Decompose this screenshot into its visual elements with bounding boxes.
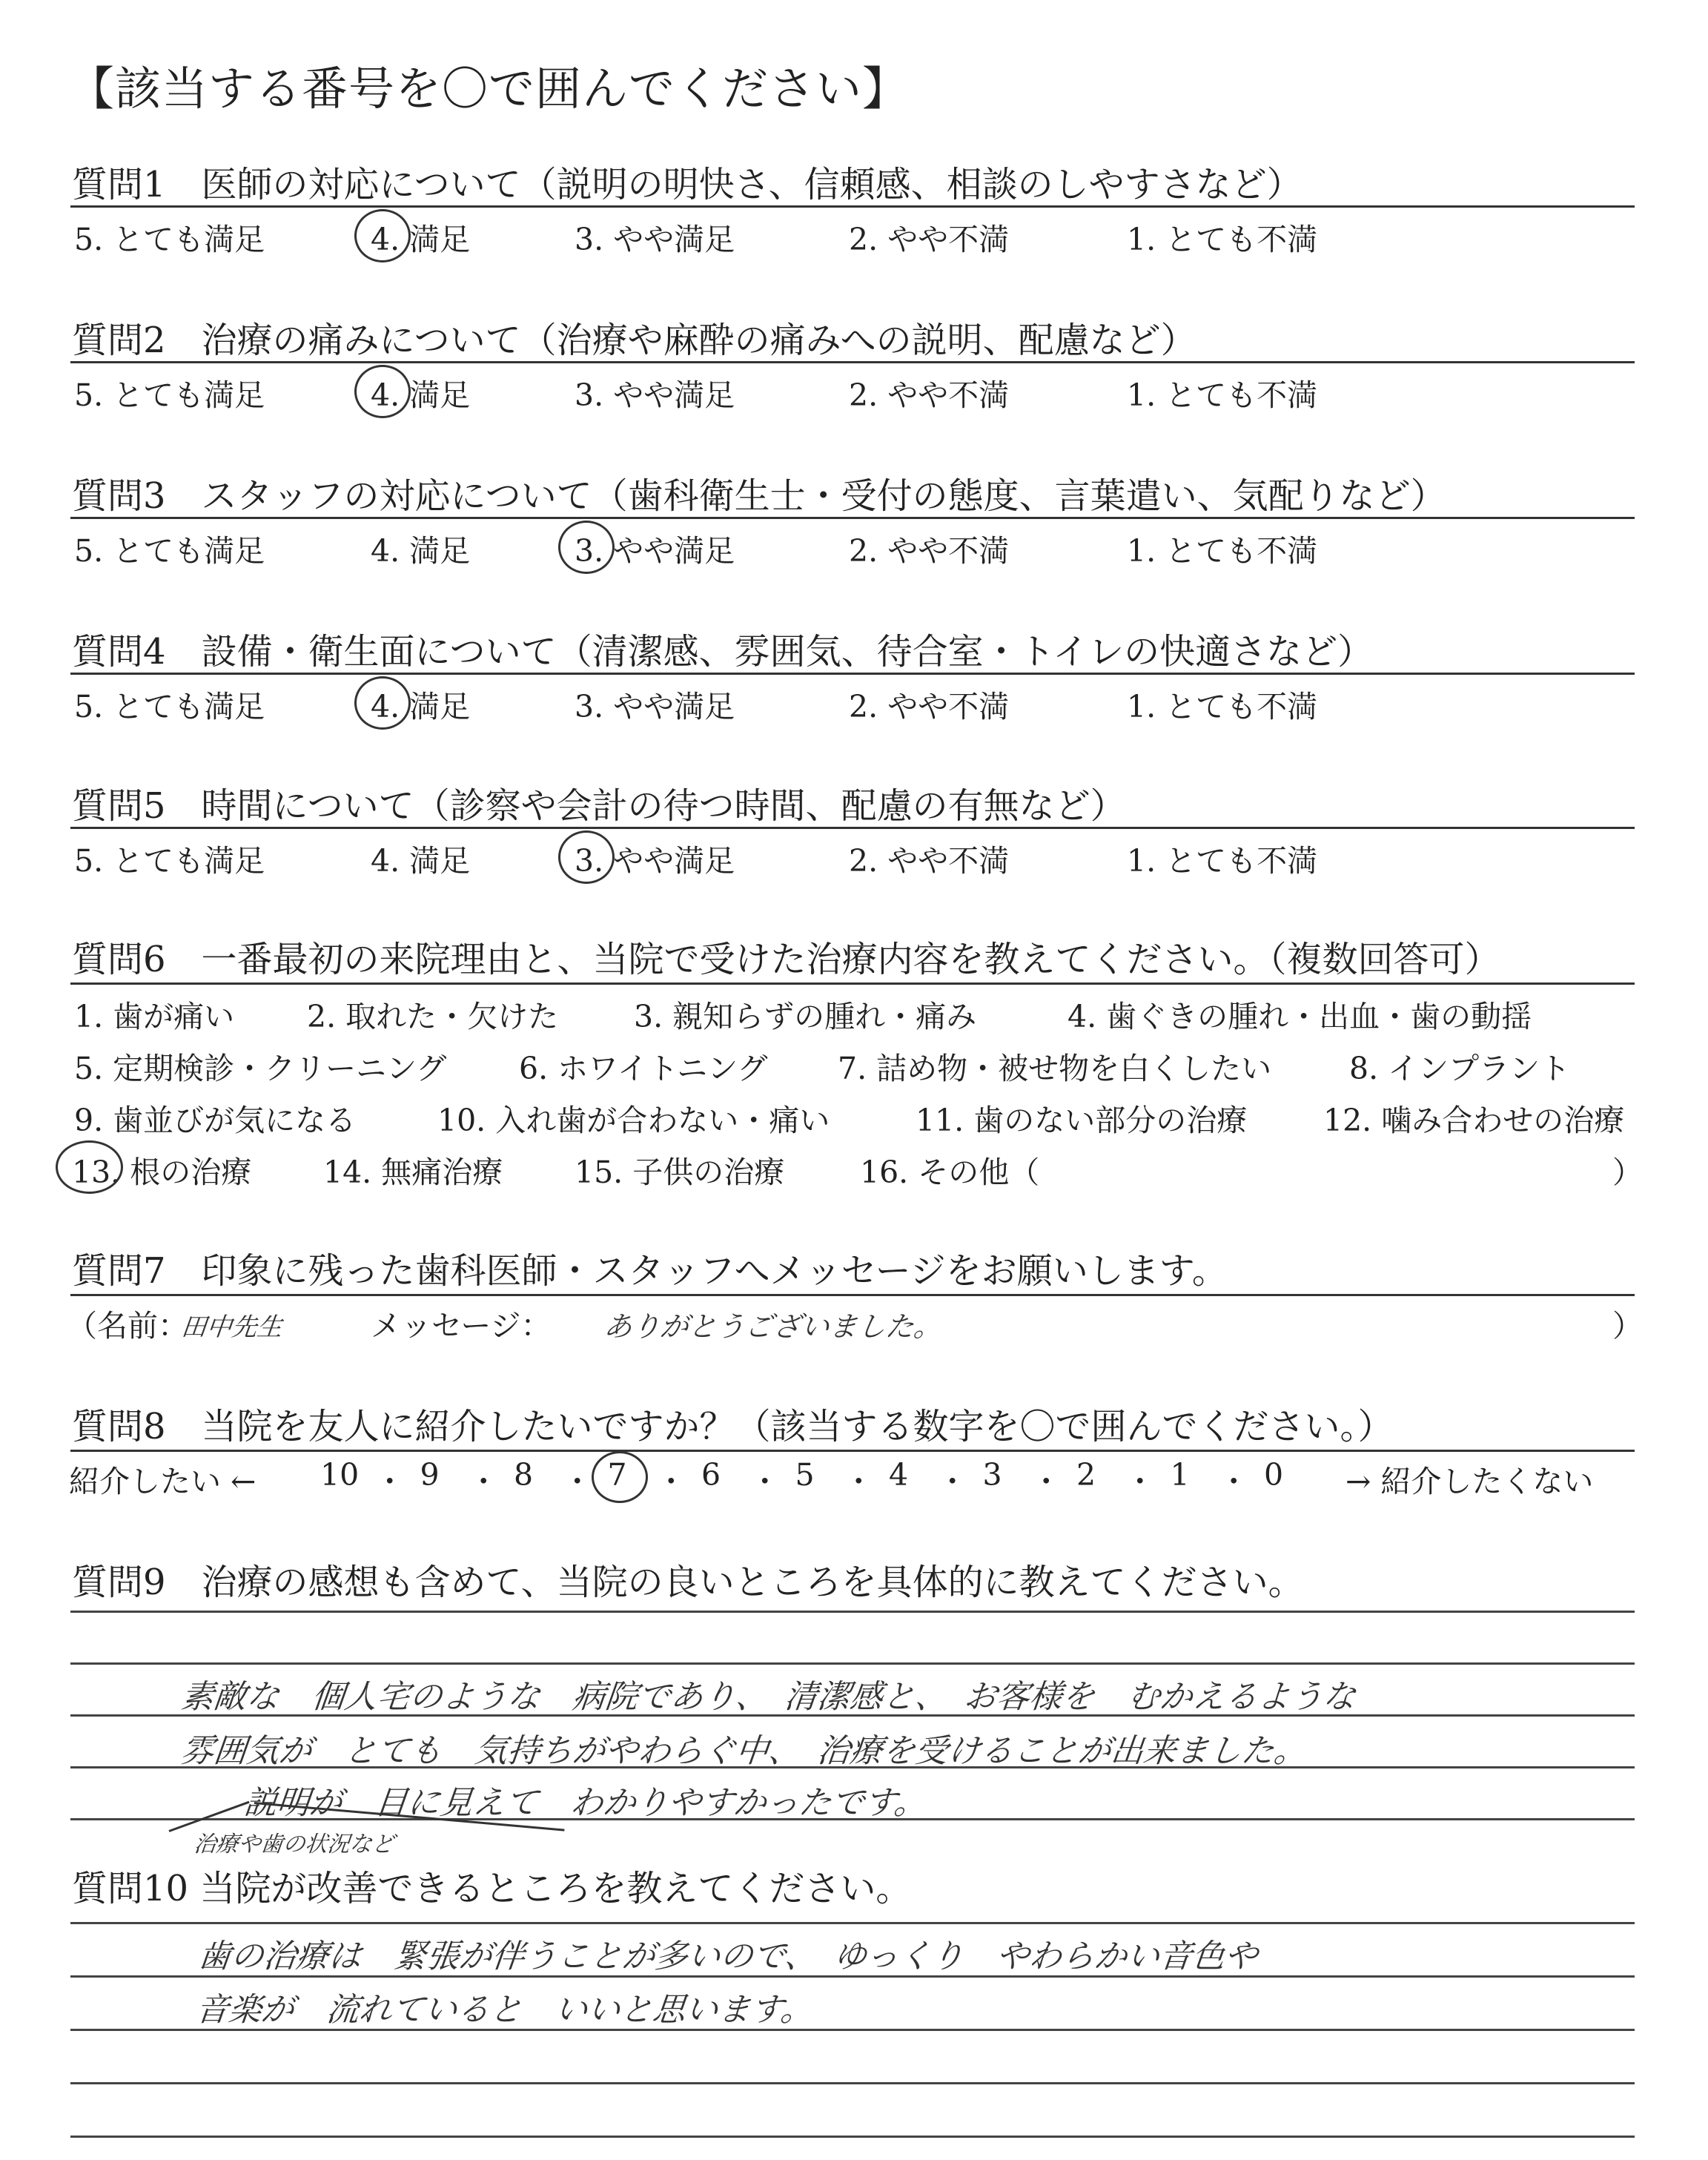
q10-line [70,1922,1635,1924]
q6-option-16[interactable]: 16. その他（ [860,1155,1040,1190]
q4-option-2[interactable]: 2. やや不満 [849,689,1010,724]
scale-separator: ・ [468,1464,499,1499]
q9-answer-line-3[interactable]: 説明が 目に見えて わかりやすかったです。 [242,1784,929,1822]
q7-name-value[interactable]: 田中先生 [179,1312,284,1342]
q1-title: 質問1 医師の対応について（説明の明快さ、信頼感、相談のしやすさなど） [72,164,1302,205]
q1-option-5[interactable]: 5. とても満足 [74,222,265,257]
q6-option-3[interactable]: 3. 親知らずの腫れ・痛み [634,999,977,1034]
q7-message-value[interactable]: ありがとうございました。 [602,1310,944,1343]
q1-option-4[interactable]: 4. 満足 [371,222,471,257]
q1-option-3[interactable]: 3. やや満足 [575,222,735,257]
q8-scale-7[interactable]: 7 [607,1457,627,1493]
q10-line [70,2082,1635,2084]
q8-left-label: 紹介したい ← [69,1464,256,1499]
q4-option-5[interactable]: 5. とても満足 [74,689,265,724]
q9-answer-line-1[interactable]: 素敵な 個人宅のような 病院であり、 清潔感と、 お客様を むかえるような [179,1678,1358,1716]
q9-answer-line-2[interactable]: 雰囲気が とても 気持ちがやわらぐ中、 治療を受けることが出来ました。 [179,1732,1309,1770]
q7-message-label: メッセージ： [371,1308,552,1344]
q1-option-2[interactable]: 2. やや不満 [849,222,1010,257]
q9-line [70,1611,1635,1613]
q6-title: 質問6 一番最初の来院理由と、当院で受けた治療内容を教えてください。（複数回答可） [72,939,1500,980]
q6-option-11[interactable]: 11. 歯のない部分の治療 [916,1103,1248,1138]
scale-separator: ・ [843,1464,874,1499]
q8-scale-8[interactable]: 8 [514,1457,534,1493]
q2-option-4[interactable]: 4. 満足 [371,377,471,413]
scale-separator: ・ [1030,1464,1062,1499]
q6-option-7[interactable]: 7. 詰め物・被せ物を白くしたい [838,1051,1272,1086]
q8-scale-1[interactable]: 1 [1170,1457,1190,1493]
q3-rule [70,517,1635,519]
selection-circle [558,521,615,574]
q9-title: 質問9 治療の感想も含めて、当院の良いところを具体的に教えてください。 [72,1562,1304,1603]
q4-option-3[interactable]: 3. やや満足 [575,689,735,724]
q8-scale-0[interactable]: 0 [1264,1457,1284,1493]
q6-option-10[interactable]: 10. 入れ歯が合わない・痛い [437,1103,830,1138]
q8-scale-4[interactable]: 4 [889,1457,909,1493]
q1-rule [70,205,1635,208]
q7-name-label: （名前： [67,1308,188,1344]
q8-rule [70,1450,1635,1452]
q8-scale-6[interactable]: 6 [701,1457,721,1493]
q6-option-8[interactable]: 8. インプラント [1349,1051,1571,1086]
q8-scale-9[interactable]: 9 [420,1457,440,1493]
q5-option-5[interactable]: 5. とても満足 [74,843,265,879]
q5-option-1[interactable]: 1. とても不満 [1127,843,1318,879]
q10-title: 質問10 当院が改善できるところを教えてください。 [72,1868,912,1909]
q10-answer-line-2[interactable]: 音楽が 流れていると いいと思います。 [193,1991,815,2029]
scale-separator: ・ [374,1464,406,1499]
q5-title: 質問5 時間について（診察や会計の待つ時間、配慮の有無など） [72,785,1126,827]
scale-separator: ・ [562,1464,593,1499]
q10-answer-line-1[interactable]: 歯の治療は 緊張が伴うことが多いので、 ゆっくり やわらかい音色や [196,1938,1260,1975]
q7-rule [70,1294,1635,1296]
q6-rule [70,982,1635,985]
q6-option-5[interactable]: 5. 定期検診・クリーニング [74,1051,447,1086]
q8-scale-10[interactable]: 10 [320,1457,360,1493]
q2-option-2[interactable]: 2. やや不満 [849,377,1010,413]
scale-separator: ・ [1125,1464,1156,1499]
q4-option-4[interactable]: 4. 満足 [371,689,471,724]
q6-option-16-close: ） [1612,1155,1643,1190]
q4-title: 質問4 設備・衛生面について（清潔感、雰囲気、待合室・トイレの快適さなど） [72,631,1374,673]
q3-option-3[interactable]: 3. やや満足 [575,533,735,569]
q6-option-6[interactable]: 6. ホワイトニング [519,1051,768,1086]
selection-circle [592,1451,648,1503]
q5-option-3[interactable]: 3. やや満足 [575,843,735,879]
q3-option-2[interactable]: 2. やや不満 [849,533,1010,569]
q5-option-2[interactable]: 2. やや不満 [849,843,1010,879]
q3-option-5[interactable]: 5. とても満足 [74,533,265,569]
q5-rule [70,827,1635,829]
q8-scale-5[interactable]: 5 [795,1457,815,1493]
q5-option-4[interactable]: 4. 満足 [371,843,471,879]
selection-circle [56,1140,123,1194]
selection-circle [354,676,411,730]
q2-option-3[interactable]: 3. やや満足 [575,377,735,413]
selection-circle [354,365,411,418]
scale-separator: ・ [937,1464,968,1499]
q8-scale-2[interactable]: 2 [1076,1457,1096,1493]
q9-insert-note[interactable]: 治療や歯の状況など [192,1832,396,1857]
scale-separator: ・ [655,1464,686,1499]
q6-option-12[interactable]: 12. 噛み合わせの治療 [1323,1103,1625,1138]
scale-separator: ・ [749,1464,781,1499]
q2-option-5[interactable]: 5. とても満足 [74,377,265,413]
q2-title: 質問2 治療の痛みについて（治療や麻酔の痛みへの説明、配慮など） [72,320,1196,361]
q4-option-1[interactable]: 1. とても不満 [1127,689,1318,724]
q3-title: 質問3 スタッフの対応について（歯科衛生士・受付の態度、言葉遣い、気配りなど） [72,475,1446,517]
q7-title: 質問7 印象に残った歯科医師・スタッフへメッセージをお願いします。 [72,1250,1228,1292]
q10-line [70,2136,1635,2138]
q3-option-1[interactable]: 1. とても不満 [1127,533,1318,569]
q6-option-15[interactable]: 15. 子供の治療 [575,1155,785,1190]
q7-close: ） [1612,1308,1643,1344]
q6-option-9[interactable]: 9. 歯並びが気になる [74,1103,357,1138]
selection-circle [354,209,411,262]
selection-circle [558,830,615,884]
q6-option-14[interactable]: 14. 無痛治療 [323,1155,503,1190]
q6-option-2[interactable]: 2. 取れた・欠けた [307,999,559,1034]
q6-option-4[interactable]: 4. 歯ぐきの腫れ・出血・歯の動揺 [1068,999,1532,1034]
q6-option-1[interactable]: 1. 歯が痛い [74,999,235,1034]
q3-option-4[interactable]: 4. 満足 [371,533,471,569]
q9-line [70,1662,1635,1665]
q1-option-1[interactable]: 1. とても不満 [1127,222,1318,257]
q6-option-13[interactable]: 13. 根の治療 [72,1155,252,1190]
q2-option-1[interactable]: 1. とても不満 [1127,377,1318,413]
q8-scale-3[interactable]: 3 [982,1457,1002,1493]
scale-separator: ・ [1218,1464,1249,1499]
form-header: 【該当する番号を〇で囲んでください】 [68,62,910,116]
q8-title: 質問8 当院を友人に紹介したいですか？（該当する数字を〇で囲んでください。） [72,1406,1394,1447]
q2-rule [70,361,1635,363]
q8-right-label: → 紹介したくない [1345,1464,1594,1499]
q4-rule [70,673,1635,675]
